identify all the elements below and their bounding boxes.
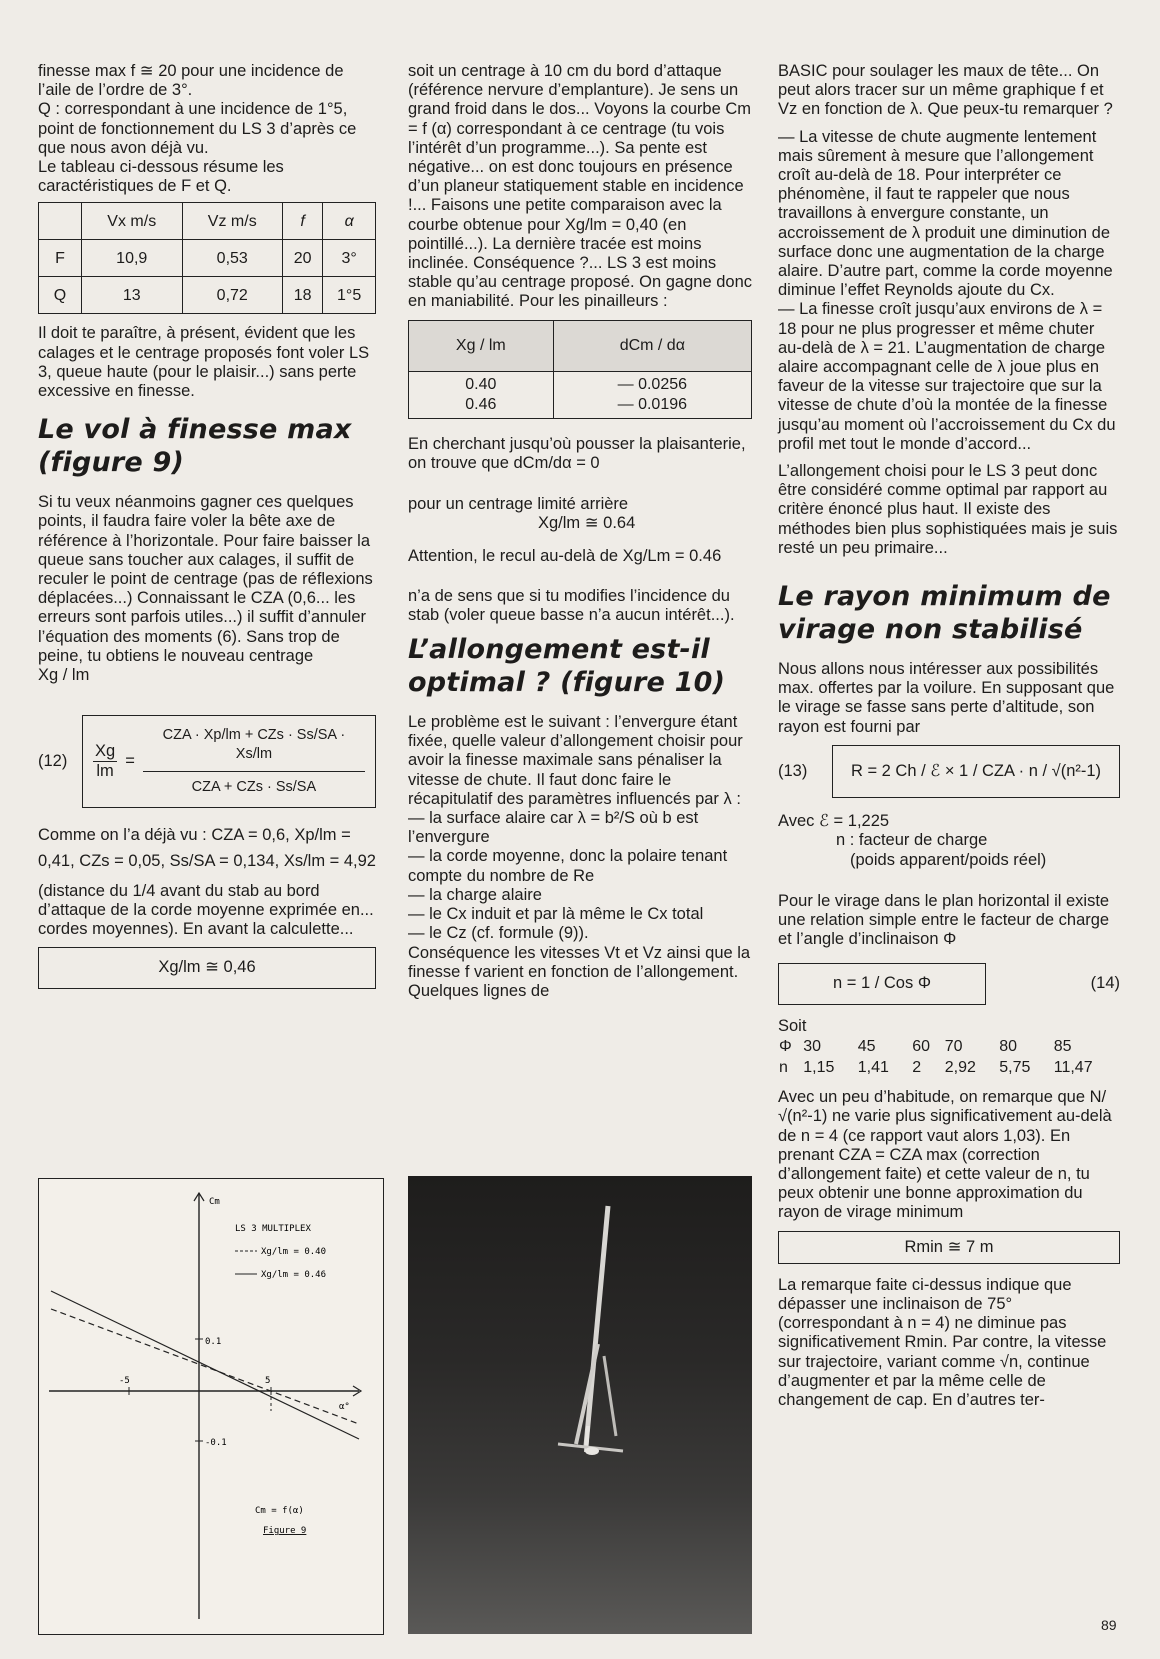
result-formula: Xg/lm ≅ 0,46 [158,958,256,977]
table-value: 0.40 [465,375,497,393]
table-value: — 0.0196 [617,395,688,413]
table-cell: 1°5 [323,277,376,314]
list-item: — le Cx induit et par là même le Cx total [408,905,704,924]
result-formula: Rmin ≅ 7 m [904,1237,994,1256]
lhs-denominator: lm [96,762,114,781]
paragraph: Pour le virage dans le plan horizontal il existe une relation simple entre le facteur de charge et l’angle d’inclinaison Φ [778,891,1110,949]
table-row [39,203,376,240]
table-cell: f [283,203,323,240]
table-cell: 3° [323,240,376,277]
equation-14 [778,963,1120,1004]
table-cell: 60 [912,1037,931,1055]
paragraph: Avec ℰ = 1,225 [778,812,890,831]
stability-table [408,320,752,419]
paragraph: Le problème est le suivant : l’envergure étant fixée, quelle valeur d’allongement choisir pour avoir la finesse maximale sans pénaliser la vitesse de chute. Il faut donc faire le récapitulatif des paramètres influencés par λ : [408,713,743,808]
load-factor-table [778,1036,1120,1078]
paragraph: soit un centrage à 10 cm du bord d’attaque (référence nervure d’emplanture). Je sens un grand froid dans le dos... Voyons la courbe Cm = f (α) correspondant à ce centrage (tu vois l’intérêt d’un programme...). Sa pente est négative... on est donc toujours en présence d’un planeur statiquement stable en incidence !... Faisons une petite comparaison avec la courbe obtenue pour Xg/lm = 0,40 (en pointillé...). La dernière tracée est moins inclinée. Conséquence ?... LS 3 est moins stable qu’au centrage proposé. On gagne donc en maniabilité. Pour les pinailleurs : [408,62,753,311]
lhs-numerator: Xg [93,742,117,762]
list-item: — le Cz (cf. formule (9)). [408,924,589,943]
paragraph: La remarque faite ci-dessus indique que dépasser une inclinaison de 75° (correspondant à n = 4) ne diminue pas significativement Rmin. Par contre, la vitesse sur trajectoire, variant comme √n, continue d’augmenter et par la même celle de changement de cap. En d’autres ter- [778,1275,1107,1409]
table-cell: Q [39,277,82,314]
table-cell: 1,15 [803,1058,835,1076]
table-cell: 13 [82,277,183,314]
column-2 [408,62,752,1001]
paragraph: Comme on l’a déjà vu : CZA = 0,6, Xp/lm = 0,41, CZs = 0,05, Ss/SA = 0,134, Xs/lm = 4,92 [38,825,376,870]
legend-040: Xg/lm = 0.40 [261,1247,327,1257]
characteristics-table [38,202,376,314]
paragraph: BASIC pour soulager les maux de tête... On peut alors tracer sur un même graphique f et Vz en fonction de λ. Que peux-tu remarquer ? [778,62,1113,119]
table-cell: 5,75 [999,1058,1031,1076]
table-cell: 85 [1053,1037,1072,1055]
equation-lhs [93,742,117,781]
paragraph: Si tu veux néanmoins gagner ces quelques points, il faudra faire voler la bête axe de référence à l’horizontale. Pour faire baisser la queue sans toucher aux calages, il suffit de reculer le point de centrage (pas de réflexions déplacées...) Connaissant le CZA (0,6... les erreurs sont parfois utiles...) il suffit d’annuler l’équation des moments (6). Sans trop de peine, tu obtiens le nouveau centrage [38,493,373,665]
table-cell: dCm / dα [553,320,751,371]
column-3 [778,62,1120,1418]
table-cell: 30 [803,1037,822,1055]
section-heading: Le vol à finesse max (figure 9) [38,414,352,479]
table-value: — 0.0256 [617,375,688,393]
table-cell: Vx m/s [82,203,183,240]
paragraph: Avec un peu d’habitude, on remarque que N/√(n²-1) ne varie plus significativement au-delà de n = 4 (ce rapport vaut alors 1,03). En prenant CZA = CZA max (correction d’allongement faite) et cette valeur de n, tu peux obtenir une bonne approximation du rayon de virage minimum [778,1088,1112,1222]
tick-label: -0.1 [205,1438,227,1448]
equation-13 [778,745,1120,798]
figure-9 [38,1178,384,1635]
paragraph: Il doit te paraître, à présent, évident que les calages et le centrage proposés font voler LS 3, queue haute (pour le plaisir...) sans perte excessive en finesse. [38,324,370,401]
paragraph: pour un centrage limité arrière [408,495,629,514]
table-cell: 2,92 [944,1058,976,1076]
tick-label: 5 [265,1376,271,1386]
table-cell [39,203,82,240]
legend-046: Xg/lm = 0.46 [261,1270,327,1280]
figure-caption: Cm = f(α) [255,1506,304,1516]
paragraph: n’a de sens que si tu modifies l’incidence du stab (voler queue basse n’a aucun intérêt...). [408,586,735,624]
equation-rhs [143,726,365,797]
equation-box [832,745,1120,798]
formula-inline: Xg / lm [38,666,90,685]
equation-box: $\frac{Xg}{lm}$ = $\frac{\text{CZA · Xp/lm + CZs · Ss/SA · Xs/lm}}{\text{CZA + CZs · Ss/SA}}$ [82,715,376,808]
table-cell: 1,41 [857,1058,889,1076]
rhs-denominator: CZA + CZs · Ss/SA [191,778,317,795]
section-heading: L’allongement est-il optimal ? (figure 10) [408,634,726,699]
table-cell: 0,72 [182,277,283,314]
rhs-numerator: CZA · Xp/lm + CZs · Ss/SA · Xs/lm [143,726,365,771]
list-item: — la corde moyenne, donc la polaire tenant compte du nombre de Re [408,847,728,885]
glider-icon [408,1176,752,1634]
paragraph: Conséquence les vitesses Vt et Vz ainsi que la finesse f varient en fonction de l’allongement. Quelques lignes de [408,943,751,1000]
table-cell: Φ [779,1037,792,1055]
table-row [778,1036,1120,1057]
table-row [409,320,752,371]
paragraph: finesse max f ≅ 20 pour une incidence de l’aile de l’ordre de 3°. [38,62,344,100]
paragraph: Nous allons nous intéresser aux possibilités max. offertes par la voilure. En supposant que le virage se fasse sans perte d’altitude, son rayon est fourni par [778,660,1115,736]
table-cell: 11,47 [1053,1058,1093,1076]
table-cell: n [779,1058,788,1076]
formula-inline: Xg/lm ≅ 0.64 [538,514,636,533]
table-row [39,240,376,277]
table-cell: 45 [857,1037,876,1055]
curve-046 [51,1309,359,1424]
table-value: 0.46 [465,395,497,413]
figure-9-graph [39,1179,383,1634]
figure-title: LS 3 MULTIPLEX [235,1224,311,1234]
paragraph: — La finesse croît jusqu’aux environs de λ = 18 pour ne plus progresser et même chuter au-delà de λ = 21. L’augmentation de charge alaire accompagnant celle de λ joue plus en faveur de la vitesse sur trajectoire que sur la vitesse de chute d’où la montée de la finesse jusqu’au moment où l’accroissement du Cx du profil met tout le monde d’accord... [778,300,1116,453]
page-number: 89 [1101,1617,1117,1633]
table-cell: Vz m/s [182,203,283,240]
equation-box [778,963,986,1004]
figure-number: Figure 9 [263,1526,307,1536]
table-cell: 2 [912,1058,922,1076]
equation-label: (13) [778,761,808,780]
paragraph: Attention, le recul au-delà de Xg/Lm = 0.46 [408,547,722,566]
table-cell: Xg / lm [409,320,554,371]
table-cell: 20 [283,240,323,277]
axis-x-label: α° [339,1402,350,1412]
paragraph: Q : correspondant à une incidence de 1°5, point de fonctionnement du LS 3 d’après ce que nous avon déjà vu. [38,100,357,157]
tick-label: 0.1 [205,1337,222,1347]
paragraph: Le tableau ci-dessous résume les caractéristiques de F et Q. [38,158,284,196]
table-cell [409,371,554,418]
section-heading: Le rayon minimum de virage non stabilisé [778,581,1111,646]
table-cell: 70 [944,1037,963,1055]
paragraph: — La vitesse de chute augmente lentement mais sûrement à mesure que l’allongement croît au-delà de 18. Pour interpréter ce phénomène, il faut te rappeler que nous travaillons à envergure constante, un accroissement de λ produit une diminution de surface donc une augmentation de la charge alaire. D’autre part, comme la corde moyenne diminue l’effet Reynolds ajoute du Cx. [778,127,1113,300]
table-row [39,277,376,314]
equation-text: n = 1 / Cos Φ [832,974,931,993]
curve-040 [51,1291,359,1439]
list-item: — la charge alaire [408,885,542,904]
paragraph: Soit [778,1016,807,1035]
result-box [778,1231,1120,1264]
equation-text: R = 2 Ch / ℰ × 1 / CZA · n / √(n²-1) [850,761,1102,780]
table-cell: α [323,203,376,240]
list-item: — la surface alaire car λ = b²/S où b est l’envergure [408,809,699,847]
table-cell: 10,9 [82,240,183,277]
table-cell: 0,53 [182,240,283,277]
tick-label: -5 [119,1376,130,1386]
table-cell: F [39,240,82,277]
table-cell [553,371,751,418]
equation-label: (12) [38,751,68,770]
axis-y-label: Cm [209,1197,220,1207]
equation-12 [38,715,376,808]
glider-photo [408,1176,752,1634]
paragraph: n : facteur de charge [836,831,988,850]
paragraph: (distance du 1/4 avant du stab au bord d’attaque de la corde moyenne exprimée en... cordes moyennes). En avant la calculette... [38,881,374,939]
column-1 [38,62,376,1001]
paragraph: L’allongement choisi pour le LS 3 peut donc être considéré comme optimal par rapport au critère énoncé plus haut. Il existe des méthodes bien plus sophistiquées mais je suis resté un peu primaire... [778,462,1118,557]
table-row [778,1057,1120,1078]
paragraph: En cherchant jusqu’où pousser la plaisanterie, on trouve que dCm/dα = 0 [408,434,746,472]
table-cell: 18 [283,277,323,314]
paragraph: (poids apparent/poids réel) [850,850,1047,869]
table-row [409,371,752,418]
result-box [38,947,376,988]
table-cell: 80 [999,1037,1018,1055]
equation-label: (14) [1090,974,1120,993]
